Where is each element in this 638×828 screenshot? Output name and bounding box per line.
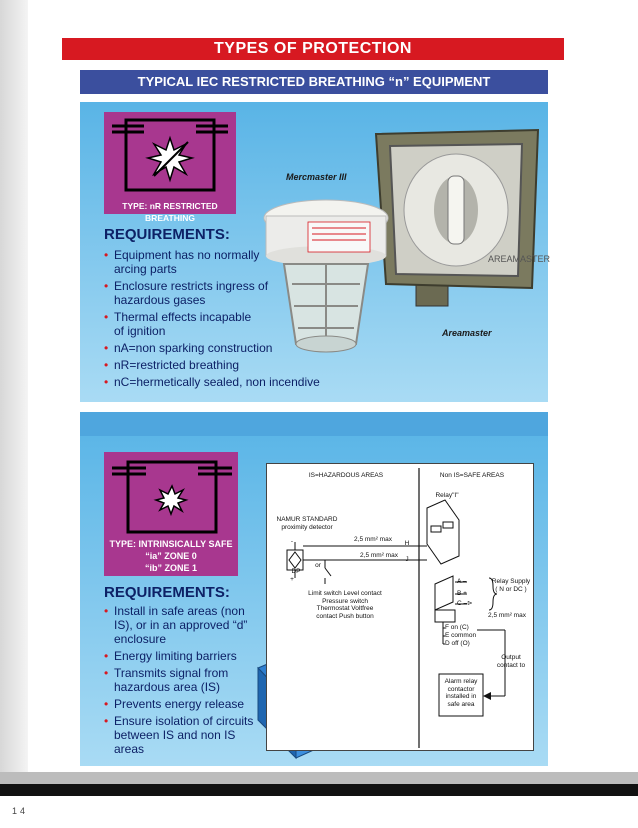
left-margin-shade [0, 0, 28, 780]
requirements-list [104, 604, 264, 759]
contact-off-label: D off (O) [445, 640, 470, 647]
plus-label: + [290, 576, 294, 583]
requirements-title: REQUIREMENTS: [104, 584, 230, 601]
page-number: 14 [12, 806, 29, 816]
enclosure-explosion-icon [104, 112, 236, 198]
page-title: TYPES OF PROTECTION [62, 38, 564, 60]
relay-supply-label: Relay Supply ( N or DC ) [491, 578, 531, 593]
contact-common-label: E common [445, 632, 477, 639]
switch-types-label: Limit switch Level contact Pressure switch Thermostat Voltfree contact Push button [308, 590, 382, 620]
safe-area-label: Non IS=SAFE AREAS [439, 472, 505, 479]
output-contact-label: Output contact to [496, 654, 526, 669]
terminal-j-label: J [405, 556, 409, 563]
list-item: • nC=hermetically sealed, non incendive [104, 375, 334, 389]
footer-grey-bar [0, 772, 638, 784]
wiring-diagram [266, 463, 534, 751]
list-item: • nR=restricted breathing [104, 358, 334, 372]
list-item: • Enclosure restricts ingress of hazardous gases [104, 279, 274, 307]
minus-label: - [290, 538, 294, 545]
list-item: • nA=non sparking construction [104, 341, 334, 355]
or-label: or [315, 562, 321, 569]
hazardous-area-label: IS=HAZARDOUS AREAS [308, 472, 384, 479]
list-item: • Thermal effects incapable of ignition [104, 310, 264, 338]
contact-on-label: F on (C) [445, 624, 469, 631]
terminal-c-label: C –⊳ [457, 600, 473, 607]
mercmaster-caption: Mercmaster III [286, 172, 347, 182]
zone0-label: “ia” ZONE 0 [145, 551, 197, 561]
type-is-box [104, 452, 238, 576]
terminal-h-label: H [404, 540, 410, 547]
alarm-relay-label: Alarm relay contactor installed in safe area [444, 678, 478, 708]
restricted-breathing-panel [80, 102, 551, 402]
mercmaster-luminaire-image [258, 188, 398, 358]
enclosure-spark-icon [104, 452, 238, 540]
dp-label: DP [291, 568, 301, 575]
list-item: • Transmits signal from hazardous area (IS) [104, 666, 264, 694]
areamaster-caption: Areamaster [442, 328, 492, 338]
wire-size-label: 2,5 mm² max [488, 612, 526, 619]
wire-size-label: 2,5 mm² max [354, 536, 392, 543]
terminal-a-label: A – [457, 578, 467, 585]
list-item: • Energy limiting barriers [104, 649, 264, 663]
zone1-label: “ib” ZONE 1 [144, 563, 197, 573]
footer-black-bar [0, 784, 638, 796]
type-nr-box [104, 112, 236, 223]
terminal-b-label: B + [457, 590, 467, 597]
list-item: • Install in safe areas (non IS), or in an approved “d” enclosure [104, 604, 264, 646]
wire-size-label: 2,5 mm² max [360, 552, 398, 559]
section-subtitle: TYPICAL IEC RESTRICTED BREATHING “n” EQUIPMENT [80, 70, 548, 94]
list-item: • Equipment has no normally arcing parts [104, 248, 274, 276]
type-is-label: TYPE: INTRINSICALLY SAFE [109, 539, 233, 549]
svg-text:AREAMASTER: AREAMASTER [488, 254, 551, 264]
namur-label: NAMUR STANDARD proximity detector [276, 516, 338, 531]
type-nr-label: TYPE: nR RESTRICTED BREATHING [122, 201, 218, 223]
list-item: • Prevents energy release [104, 697, 264, 711]
relay-label: Relay"I" [435, 492, 459, 499]
list-item: • Ensure isolation of circuits between IS and non IS areas [104, 714, 264, 756]
requirements-title: REQUIREMENTS: [104, 226, 230, 243]
